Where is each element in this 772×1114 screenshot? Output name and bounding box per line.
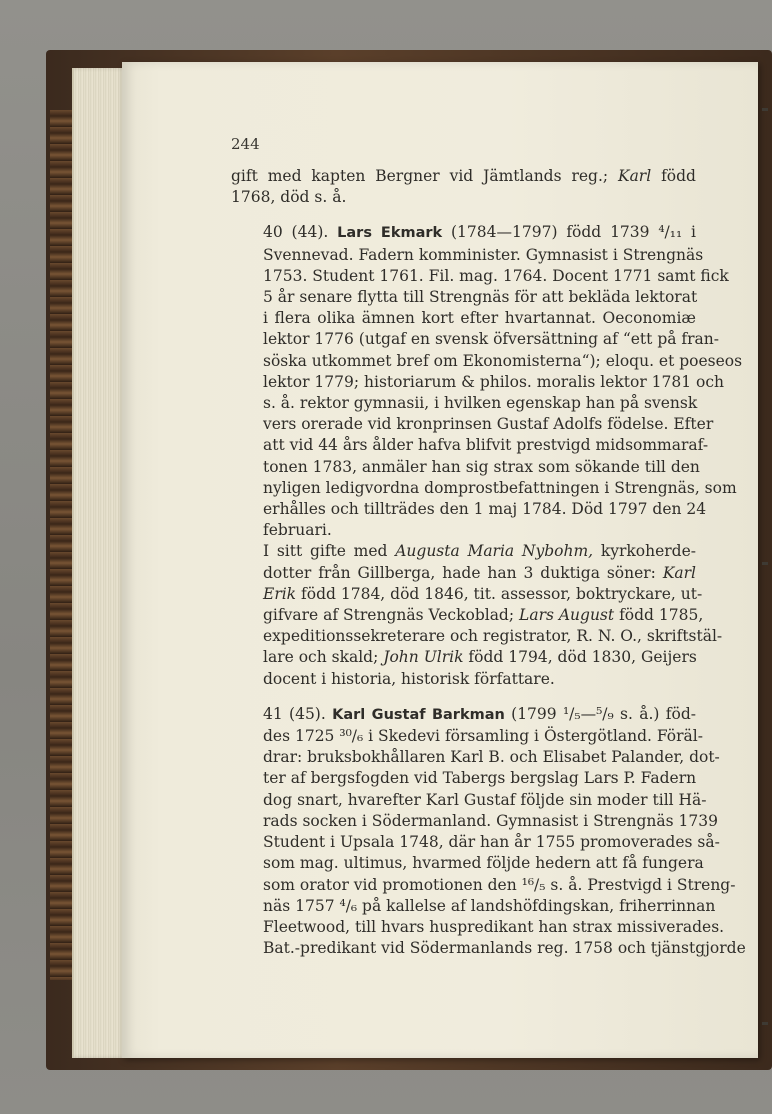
page-text: [231, 166, 746, 959]
paragraph-continuation: gift med kapten Bergner vid Jämtlands reg.; Karl född 1768, död s. å.: [231, 167, 696, 207]
edge-mark: [762, 562, 768, 565]
page-number: 244: [231, 135, 260, 153]
paragraph-marriage: I sitt gifte med Augusta Maria Nybohm, kyrkoherde- dotter från Gillberga, hade han 3 duktiga söner: Karl Erik född 1784, död 1846, tit. assessor, boktryckare, ut- gifvare af Strengnäs Veckoblad; Lars August född 1785, expeditionssekreterare och registrator, R. N. O., skriftstäl- lare och skald; John Ulrik född 1794, död 1830, Geijers docent i historia, historisk författare.: [263, 542, 723, 688]
entry-40-ekmark: 40 (44). Lars Ekmark (1784—1797) född 1739 ⁴/₁₁ i Svennevad. Fadern komminister. Gymnasist i Strengnäs 1753. Student 1761. Fil. mag. 1764. Docent 1771 samt fick 5 år senare flytta till Strengnäs för att bekläda lektorat i flera olika ämnen kort efter hvartannat. Oeconomiæ lektor 1776 (utgaf en svensk öfversättning af “ett på fran- söska utkommet bref om Ekonomisterna“); eloqu. et poeseos lektor 1779; historiarum & philos. moralis lektor 1781 och s. å. rektor gymnasii, i hvilken egenskap han på svensk vers orerade vid kronprinsen Gustaf Adolfs födelse. Efter att vid 44 års ålder hafva blifvit prestvigd midsommaraf- tonen 1783, anmäler han sig strax som sökande till den nyligen ledigvordna domprostbefattningen i Strengnäs, som erhålles och tillträdes den 1 maj 1784. Död 1797 den 24 februari.: [263, 223, 743, 540]
entry-41-barkman: 41 (45). Karl Gustaf Barkman (1799 ¹/₅—⁵/₉ s. å.) föd- des 1725 ³⁰/₆ i Skedevi församling i Östergötland. Föräl- drar: bruksbokhållaren Karl B. och Elisabet Palander, dot- ter af bergsfogden vid Tabergs bergslag Lars P. Fadern dog snart, hvarefter Karl Gustaf följde sin moder till Hä- rads socken i Södermanland. Gymnasist i Strengnäs 1739 Student i Upsala 1748, där han år 1755 promoverades så- som mag. ultimus, hvarmed följde hedern att få fungera som orator vid promotionen den ¹⁶/₅ s. å. Prestvigd i Streng- näs 1757 ⁴/₆ på kallelse af landshöfdingskan, friherrinnan Fleetwood, till hvars huspredikant han strax missiverades. Bat.-predikant vid Södermanlands reg. 1758 och tjänstgjorde: [263, 704, 746, 958]
edge-mark: [762, 108, 768, 111]
marbled-cover-edge: [50, 110, 74, 980]
edge-mark: [762, 1022, 768, 1025]
